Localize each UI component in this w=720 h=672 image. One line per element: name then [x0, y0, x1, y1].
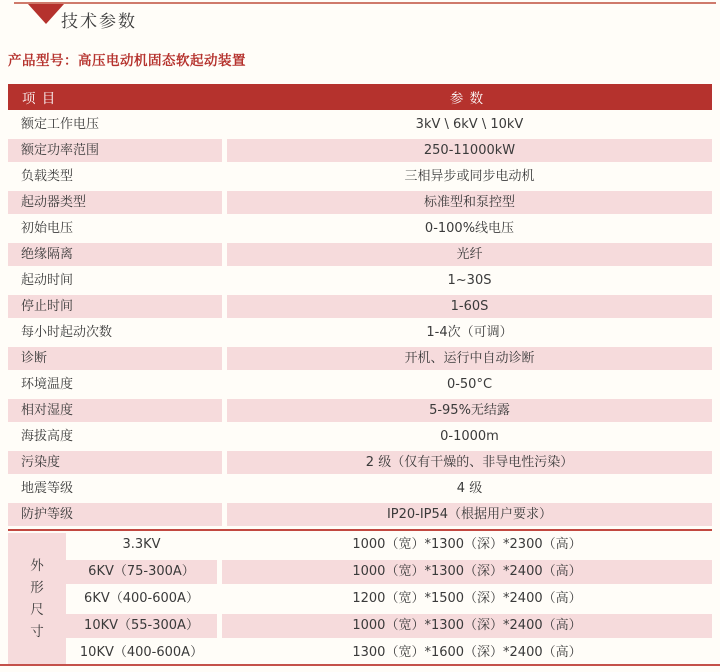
- page-title: 技术参数: [61, 12, 137, 32]
- dimension-model-label: 3.3KV: [122, 537, 161, 552]
- table-row: [8, 269, 712, 292]
- spec-item-label: 额定功率范围: [8, 139, 222, 162]
- dimensions-section: [8, 533, 712, 665]
- spec-table: [8, 84, 712, 665]
- spec-item-label: 额定工作电压: [21, 117, 100, 132]
- column-header-value: 参 数: [449, 91, 485, 107]
- product-model-label: 产品型号：高压电动机固态软起动装置: [8, 53, 246, 69]
- spec-value: 0-100%线电压: [424, 221, 515, 236]
- spec-value: 光纤: [227, 243, 712, 266]
- dimension-value: 1000（宽）*1300（深）*2400（高）: [222, 614, 712, 638]
- spec-item-label: 负载类型: [21, 169, 74, 184]
- dimension-value: 1200（宽）*1500（深）*2400（高）: [352, 591, 582, 606]
- table-row: [8, 243, 712, 266]
- table-row: [8, 451, 712, 474]
- table-row: [8, 217, 712, 240]
- spec-value: 5-95%无结露: [227, 399, 712, 422]
- table-row: [8, 139, 712, 162]
- table-row: [8, 165, 712, 188]
- spec-item-label: 地震等级: [21, 481, 74, 496]
- spec-item-label: 停止时间: [8, 295, 222, 318]
- spec-value: 4 级: [456, 481, 483, 496]
- table-row: [8, 399, 712, 422]
- dimension-row: [66, 587, 712, 611]
- dimensions-label-char: 外: [30, 558, 44, 574]
- spec-item-label: 诊断: [8, 347, 222, 370]
- section-marker-triangle-icon: [28, 4, 64, 24]
- spec-value: 三相异步或同步电动机: [404, 169, 535, 184]
- bottom-divider: [0, 664, 720, 666]
- dimension-value: 1000（宽）*1300（深）*2400（高）: [222, 560, 712, 584]
- spec-value: 开机、运行中自动诊断: [227, 347, 712, 370]
- spec-item-label: 每小时起动次数: [21, 325, 113, 340]
- section-divider: [8, 529, 712, 531]
- dimension-model-label: 10KV（55-300A）: [66, 614, 217, 638]
- spec-value: 0-50°C: [446, 377, 493, 392]
- spec-item-label: 起动时间: [21, 273, 74, 288]
- dimension-row: [66, 560, 712, 584]
- table-row: [8, 321, 712, 344]
- spec-value: 0-1000m: [440, 429, 499, 444]
- table-row: [8, 295, 712, 318]
- table-row: [8, 425, 712, 448]
- spec-value: 250-11000kW: [227, 139, 712, 162]
- spec-item-label: 初始电压: [21, 221, 74, 236]
- spec-item-label: 污染度: [8, 451, 222, 474]
- dimension-value: 1000（宽）*1300（深）*2300（高）: [352, 537, 582, 552]
- spec-item-label: 绝缘隔离: [8, 243, 222, 266]
- spec-value: 1-4次（可调）: [426, 325, 513, 340]
- spec-value: 3kV \ 6kV \ 10kV: [415, 117, 524, 132]
- dimensions-label-char: 寸: [30, 624, 44, 640]
- table-header-row: [8, 84, 712, 110]
- spec-item-label: 相对湿度: [8, 399, 222, 422]
- table-row: [8, 503, 712, 526]
- spec-value: 1-60S: [227, 295, 712, 318]
- dimension-model-label: 6KV（400-600A）: [84, 591, 199, 606]
- spec-value: IP20-IP54（根据用户要求）: [227, 503, 712, 526]
- table-body: [8, 113, 712, 526]
- dimension-row: [66, 533, 712, 557]
- dimensions-rows: [66, 533, 712, 665]
- dimensions-label-char: 尺: [30, 602, 44, 618]
- top-divider: [14, 2, 716, 4]
- spec-item-label: 环境温度: [21, 377, 74, 392]
- dimensions-vertical-label: [8, 533, 66, 665]
- dimension-model-label: 6KV（75-300A）: [66, 560, 217, 584]
- table-row: [8, 113, 712, 136]
- column-header-item: 项 目: [22, 91, 57, 107]
- spec-value: 1~30S: [447, 273, 492, 288]
- dimension-value: 1300（宽）*1600（深）*2400（高）: [352, 645, 582, 660]
- dimension-model-label: 10KV（400-600A）: [79, 645, 204, 660]
- spec-item-label: 起动器类型: [8, 191, 222, 214]
- dimensions-label-char: 形: [30, 580, 44, 596]
- spec-value: 标准型和泵控型: [227, 191, 712, 214]
- dimension-row: [66, 614, 712, 638]
- spec-value: 2 级（仅有干燥的、非导电性污染）: [227, 451, 712, 474]
- table-row: [8, 191, 712, 214]
- table-row: [8, 373, 712, 396]
- table-row: [8, 347, 712, 370]
- table-row: [8, 477, 712, 500]
- spec-item-label: 海拔高度: [21, 429, 74, 444]
- dimension-row: [66, 641, 712, 665]
- spec-item-label: 防护等级: [8, 503, 222, 526]
